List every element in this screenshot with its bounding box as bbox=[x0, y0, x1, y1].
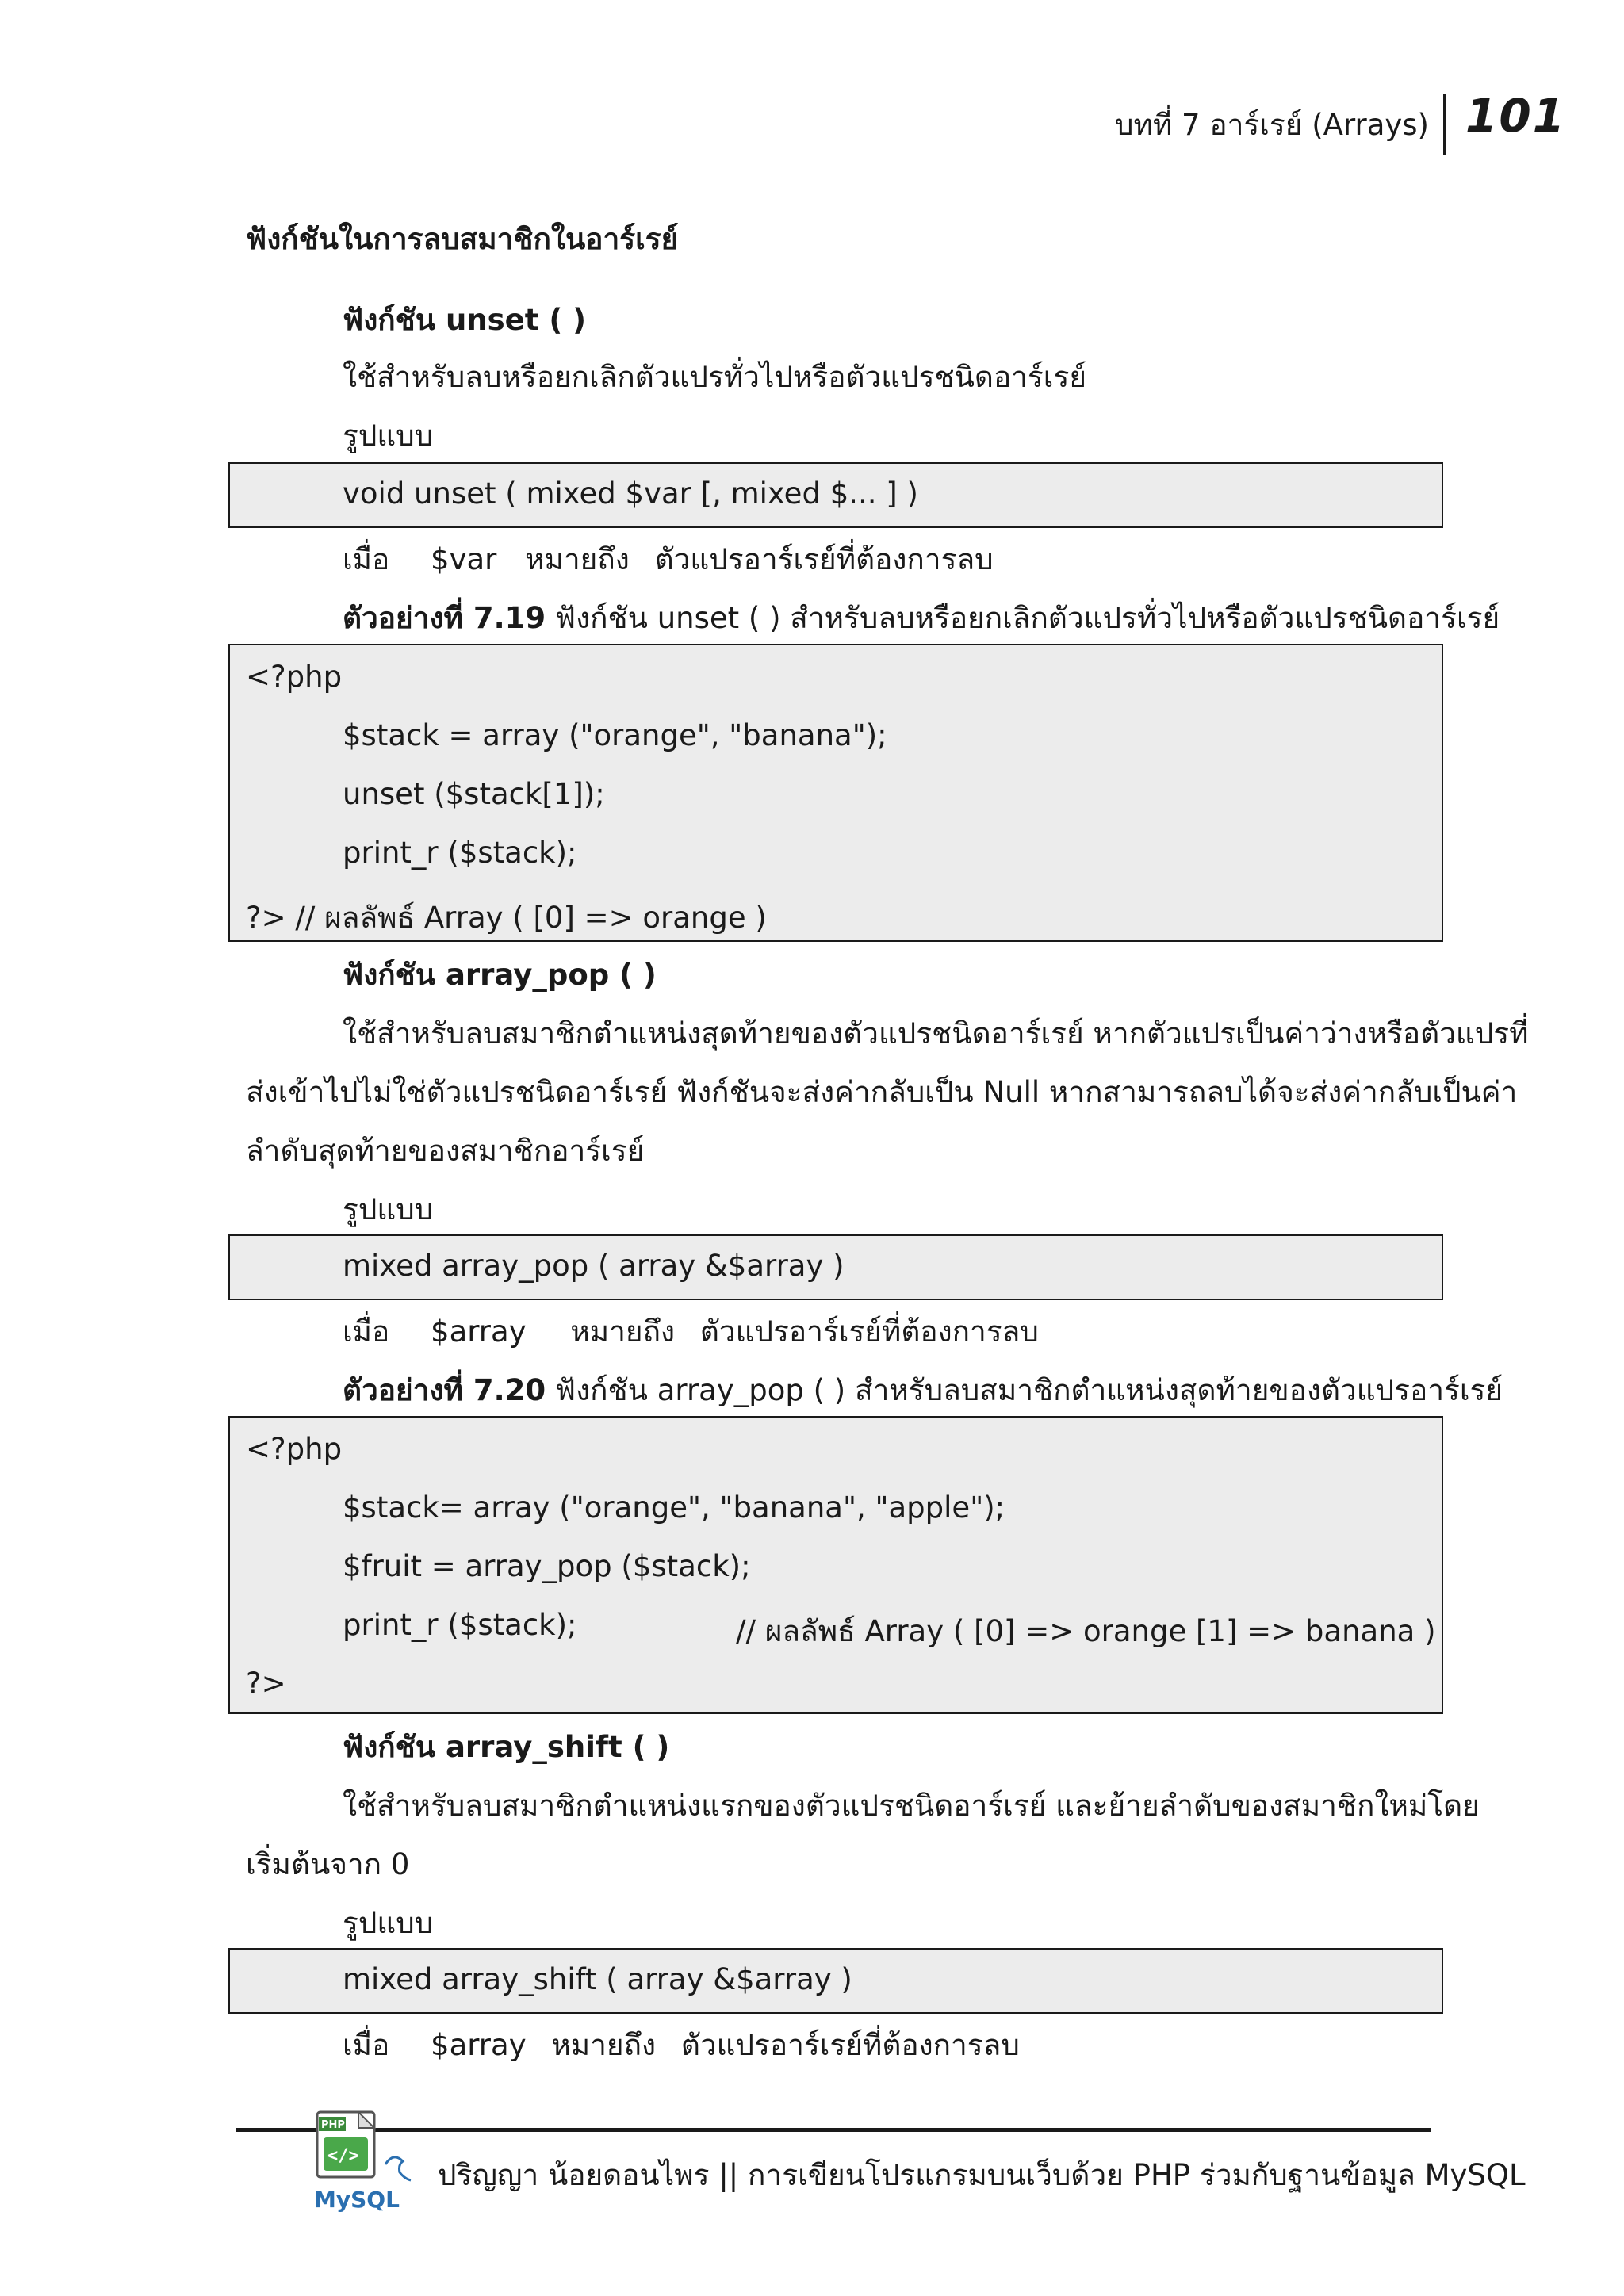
code-line: <?php bbox=[246, 660, 343, 694]
array-shift-syntax-box bbox=[228, 1948, 1443, 2014]
example-caption-text: ฟังก์ชัน unset ( ) สำหรับลบหรือยกเลิกตัวแปรทั่วไปหรือตัวแปรชนิดอาร์เรย์ bbox=[554, 601, 1500, 635]
footer-text: ปริญญา น้อยดอนไพร || การเขียนโปรแกรมบนเว็บด้วย PHP ร่วมกับฐานข้อมูล MySQL bbox=[438, 2158, 1526, 2192]
unset-syntax-box bbox=[228, 462, 1443, 528]
code-line: $stack = array ("orange", "banana"); bbox=[343, 718, 887, 752]
means-word: หมายถึง bbox=[570, 1314, 676, 1349]
where-word: เมื่อ bbox=[343, 1314, 390, 1349]
param-name: $array bbox=[431, 1314, 527, 1349]
array-pop-heading: ฟังก์ชัน array_pop ( ) bbox=[343, 958, 657, 992]
param-name: $array bbox=[431, 2028, 527, 2062]
array-shift-where bbox=[343, 2022, 1020, 2068]
array-pop-format-label: รูปแบบ bbox=[343, 1192, 434, 1226]
code-line: print_r ($stack); bbox=[343, 836, 577, 870]
code-line: ?> bbox=[246, 1667, 286, 1701]
php-mysql-logo bbox=[312, 2109, 423, 2212]
unset-example-caption bbox=[343, 595, 1500, 641]
code-line: ?> // ผลลัพธ์ Array ( [0] => orange ) bbox=[246, 901, 767, 935]
unset-where bbox=[343, 536, 994, 583]
chapter-title: บทที่ 7 อาร์เรย์ (Arrays) bbox=[1115, 108, 1429, 142]
unset-heading: ฟังก์ชัน unset ( ) bbox=[343, 303, 587, 337]
page-number: 101 bbox=[1465, 89, 1567, 143]
param-description: ตัวแปรอาร์เรย์ที่ต้องการลบ bbox=[680, 2028, 1020, 2062]
array-shift-syntax: mixed array_shift ( array &$array ) bbox=[343, 1962, 852, 1996]
example-label: ตัวอย่างที่ 7.19 bbox=[343, 601, 546, 635]
unset-description: ใช้สำหรับลบหรือยกเลิกตัวแปรทั่วไปหรือตัวแปรชนิดอาร์เรย์ bbox=[343, 360, 1087, 394]
unset-code-box bbox=[228, 644, 1443, 942]
where-word: เมื่อ bbox=[343, 2028, 390, 2062]
section-title: ฟังก์ชันในการลบสมาชิกในอาร์เรย์ bbox=[246, 222, 679, 256]
example-caption-text: ฟังก์ชัน array_pop ( ) สำหรับลบสมาชิกตำแหน่งสุดท้ายของตัวแปรอาร์เรย์ bbox=[554, 1373, 1503, 1407]
logo-php-text: PHP bbox=[321, 2119, 345, 2131]
array-pop-syntax-box bbox=[228, 1234, 1443, 1300]
php-mysql-logo-icon bbox=[312, 2109, 423, 2212]
code-line: $stack= array ("orange", "banana", "apple"); bbox=[343, 1490, 1005, 1525]
logo-mysql-text: MySQL bbox=[314, 2187, 400, 2212]
code-line: $fruit = array_pop ($stack); bbox=[343, 1549, 751, 1583]
means-word: หมายถึง bbox=[525, 542, 630, 576]
array-pop-description-line: ลำดับสุดท้ายของสมาชิกอาร์เรย์ bbox=[246, 1134, 645, 1168]
array-shift-heading: ฟังก์ชัน array_shift ( ) bbox=[343, 1730, 670, 1764]
unset-syntax: void unset ( mixed $var [, mixed $... ] ) bbox=[343, 476, 918, 511]
where-word: เมื่อ bbox=[343, 542, 390, 576]
array-pop-description-line: ส่งเข้าไปไม่ใช่ตัวแปรชนิดอาร์เรย์ ฟังก์ชันจะส่งค่ากลับเป็น Null หากสามารถลบได้จะส่งค่ากลับเป็นค่า bbox=[246, 1075, 1518, 1109]
code-line: print_r ($stack); bbox=[343, 1608, 577, 1642]
array-pop-example-caption bbox=[343, 1367, 1503, 1414]
array-pop-where bbox=[343, 1308, 1039, 1355]
unset-format-label: รูปแบบ bbox=[343, 419, 434, 453]
param-description: ตัวแปรอาร์เรย์ที่ต้องการลบ bbox=[699, 1314, 1039, 1349]
means-word: หมายถึง bbox=[551, 2028, 657, 2062]
example-label: ตัวอย่างที่ 7.20 bbox=[343, 1373, 546, 1407]
code-line: <?php bbox=[246, 1432, 343, 1466]
param-description: ตัวแปรอาร์เรย์ที่ต้องการลบ bbox=[654, 542, 994, 576]
array-shift-format-label: รูปแบบ bbox=[343, 1906, 434, 1940]
param-name: $var bbox=[431, 542, 497, 576]
code-comment: // ผลลัพธ์ Array ( [0] => orange [1] => banana ) bbox=[736, 1614, 1436, 1648]
array-shift-description-line: ใช้สำหรับลบสมาชิกตำแหน่งแรกของตัวแปรชนิดอาร์เรย์ และย้ายลำดับของสมาชิกใหม่โดย bbox=[343, 1789, 1480, 1823]
array-pop-code-box bbox=[228, 1416, 1443, 1714]
logo-code-text: </> bbox=[327, 2146, 359, 2166]
array-shift-description-line: เริ่มต้นจาก 0 bbox=[246, 1847, 410, 1881]
header-divider bbox=[1443, 94, 1446, 155]
array-pop-syntax: mixed array_pop ( array &$array ) bbox=[343, 1249, 845, 1283]
array-pop-description-line: ใช้สำหรับลบสมาชิกตำแหน่งสุดท้ายของตัวแปรชนิดอาร์เรย์ หากตัวแปรเป็นค่าว่างหรือตัวแปรที่ bbox=[343, 1016, 1529, 1050]
code-line: unset ($stack[1]); bbox=[343, 777, 605, 811]
